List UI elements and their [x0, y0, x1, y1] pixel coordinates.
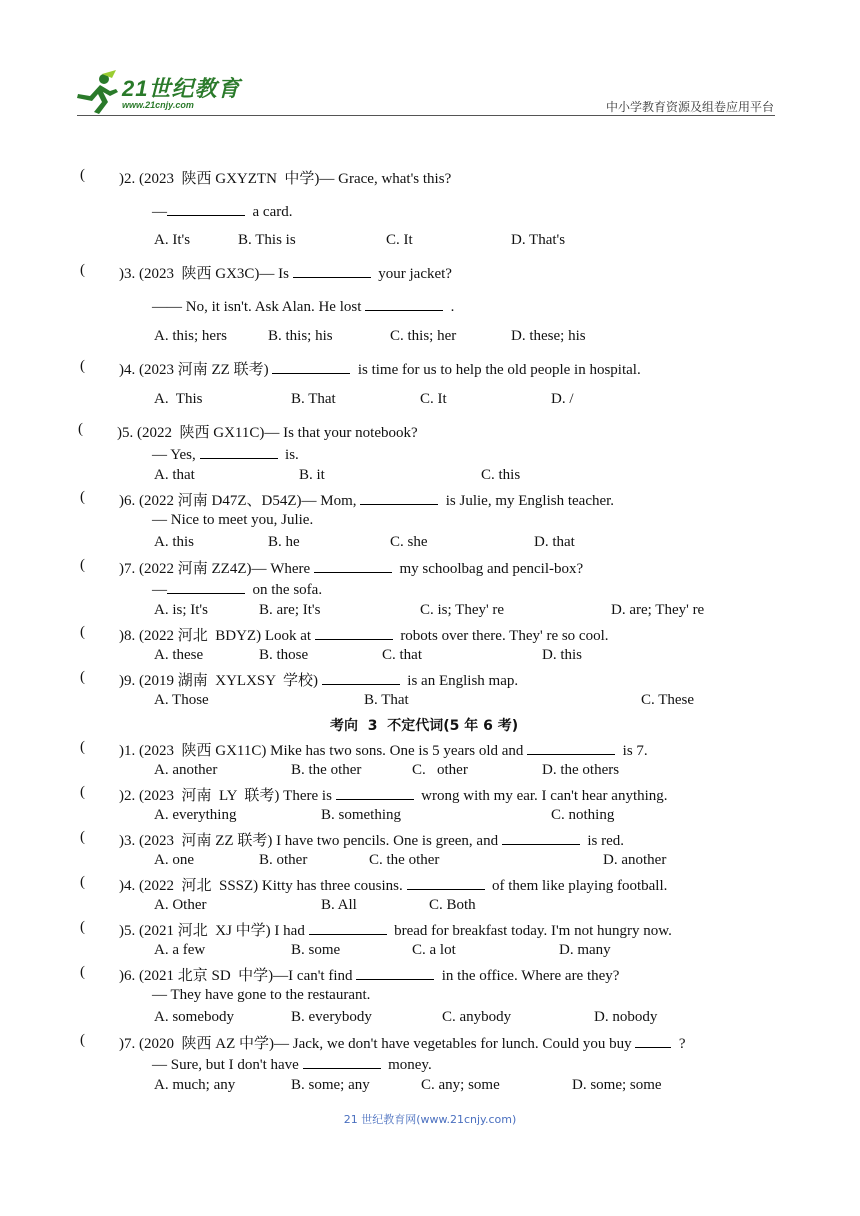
- question-line: — Yes, is.: [152, 444, 299, 464]
- option-a: A. This: [154, 391, 203, 407]
- question-stem: )2. (2023 陕西 GXYZTN 中学)— Grace, what's this?: [119, 171, 452, 187]
- option-a: A. everything: [154, 807, 237, 823]
- option-b: B. he: [268, 534, 300, 550]
- option-b: B. those: [259, 647, 309, 663]
- option-d: D. That's: [511, 232, 566, 248]
- option-b: B. everybody: [291, 1009, 372, 1025]
- answer-blank[interactable]: [407, 875, 485, 890]
- answer-paren-open: (: [80, 874, 85, 890]
- option-c: C. anybody: [442, 1009, 512, 1025]
- answer-blank[interactable]: [360, 490, 438, 505]
- option-d: D. that: [534, 534, 575, 550]
- option-a: A. a few: [154, 942, 206, 958]
- answer-blank[interactable]: [293, 263, 371, 278]
- answer-blank[interactable]: [356, 965, 434, 980]
- question-stem: )4. (2022 河北 SSSZ) Kitty has three cousins. of them like playing football.: [119, 874, 667, 895]
- runner-logo-icon: [72, 70, 122, 116]
- answer-blank[interactable]: [309, 920, 387, 935]
- option-d: D. another: [603, 852, 667, 868]
- question-stem: )9. (2019 湖南 XYLXSY 学校) is an English map.: [119, 669, 518, 690]
- option-c: C. Both: [429, 897, 476, 913]
- option-b: B. the other: [291, 762, 362, 778]
- answer-blank[interactable]: [272, 359, 350, 374]
- question-stem: )3. (2023 陕西 GX3C)— Is your jacket?: [119, 262, 452, 283]
- option-d: D. are; They' re: [611, 602, 705, 618]
- question-line: — on the sofa.: [152, 579, 322, 599]
- option-c: C. any; some: [421, 1077, 500, 1093]
- option-c: C. is; They' re: [420, 602, 505, 618]
- option-b: B. some; any: [291, 1077, 370, 1093]
- answer-blank[interactable]: [303, 1054, 381, 1069]
- answer-paren-open: (: [80, 1032, 85, 1048]
- answer-blank[interactable]: [322, 670, 400, 685]
- option-c: C. a lot: [412, 942, 456, 958]
- option-c: C. These: [641, 692, 695, 708]
- question-stem: )4. (2023 河南 ZZ 联考) is time for us to help the old people in hospital.: [119, 358, 641, 379]
- header-divider: [77, 115, 775, 116]
- answer-paren-open: (: [80, 167, 85, 183]
- option-c: C. she: [390, 534, 428, 550]
- question-line: — Sure, but I don't have money.: [152, 1054, 432, 1074]
- answer-blank[interactable]: [635, 1033, 671, 1048]
- question-stem: )2. (2023 河南 LY 联考) There is wrong with my ear. I can't hear anything.: [119, 784, 668, 805]
- question-stem: )1. (2023 陕西 GX11C) Mike has two sons. One is 5 years old and is 7.: [119, 739, 648, 760]
- question-stem: )3. (2023 河南 ZZ 联考) I have two pencils. One is green, and is red.: [119, 829, 624, 850]
- section-title: 考向 3 不定代词(5 年 6 考): [330, 718, 519, 734]
- answer-paren-open: (: [80, 919, 85, 935]
- answer-paren-open: (: [80, 262, 85, 278]
- answer-blank[interactable]: [200, 444, 278, 459]
- option-c: C. It: [420, 391, 447, 407]
- question-stem: )6. (2021 北京 SD 中学)—I can't find in the office. Where are they?: [119, 964, 619, 985]
- answer-paren-open: (: [80, 784, 85, 800]
- option-b: B. are; It's: [259, 602, 321, 618]
- answer-paren-open: (: [80, 964, 85, 980]
- footer-source: 21 世纪教育网(www.21cnjy.com): [343, 1113, 517, 1126]
- answer-blank[interactable]: [314, 558, 392, 573]
- answer-blank[interactable]: [167, 579, 245, 594]
- option-a: A. this; hers: [154, 328, 227, 344]
- answer-paren-open: (: [80, 739, 85, 755]
- option-d: D. many: [559, 942, 611, 958]
- option-c: C. this: [481, 467, 521, 483]
- answer-paren-open: (: [78, 421, 83, 437]
- option-b: B. other: [259, 852, 308, 868]
- question-stem: )8. (2022 河北 BDYZ) Look at robots over there. They' re so cool.: [119, 624, 609, 645]
- option-d: D. /: [551, 391, 574, 407]
- question-line: —— No, it isn't. Ask Alan. He lost .: [152, 296, 454, 316]
- answer-paren-open: (: [80, 489, 85, 505]
- option-a: A. is; It's: [154, 602, 208, 618]
- option-b: B. some: [291, 942, 341, 958]
- option-a: A. another: [154, 762, 218, 778]
- answer-paren-open: (: [80, 669, 85, 685]
- option-c: C. nothing: [551, 807, 615, 823]
- option-a: A. these: [154, 647, 204, 663]
- answer-paren-open: (: [80, 624, 85, 640]
- question-line: — a card.: [152, 201, 292, 221]
- option-c: C. that: [382, 647, 422, 663]
- header-platform-text: 中小学教育资源及组卷应用平台: [605, 100, 774, 114]
- option-c: C. other: [412, 762, 468, 778]
- answer-blank[interactable]: [527, 740, 615, 755]
- question-stem: )7. (2022 河南 ZZ4Z)— Where my schoolbag and pencil-box?: [119, 557, 583, 578]
- option-c: C. the other: [369, 852, 440, 868]
- option-b: B. this; his: [268, 328, 333, 344]
- option-a: A. Other: [154, 897, 207, 913]
- option-a: A. that: [154, 467, 195, 483]
- option-d: D. nobody: [594, 1009, 658, 1025]
- option-d: D. the others: [542, 762, 620, 778]
- option-b: B. That: [291, 391, 336, 407]
- option-a: A. It's: [154, 232, 191, 248]
- answer-paren-open: (: [80, 358, 85, 374]
- option-d: D. this: [542, 647, 583, 663]
- option-d: D. these; his: [511, 328, 586, 344]
- question-line: — They have gone to the restaurant.: [152, 987, 371, 1003]
- option-a: A. somebody: [154, 1009, 234, 1025]
- answer-paren-open: (: [80, 557, 85, 573]
- option-b: B. something: [321, 807, 402, 823]
- answer-blank[interactable]: [365, 296, 443, 311]
- question-line: — Nice to meet you, Julie.: [152, 512, 314, 528]
- option-a: A. this: [154, 534, 195, 550]
- answer-paren-open: (: [80, 829, 85, 845]
- answer-blank[interactable]: [502, 830, 580, 845]
- question-stem: )5. (2022 陕西 GX11C)— Is that your notebook?: [117, 425, 418, 441]
- answer-blank[interactable]: [336, 785, 414, 800]
- answer-blank[interactable]: [167, 201, 245, 216]
- answer-blank[interactable]: [315, 625, 393, 640]
- option-b: B. This is: [238, 232, 296, 248]
- logo-text: 21世纪教育: [122, 76, 241, 101]
- option-a: A. much; any: [154, 1077, 236, 1093]
- option-b: B. it: [299, 467, 325, 483]
- option-b: B. All: [321, 897, 357, 913]
- question-stem: )7. (2020 陕西 AZ 中学)— Jack, we don't have vegetables for lunch. Could you buy ?: [119, 1032, 686, 1053]
- option-c: C. It: [386, 232, 413, 248]
- option-d: D. some; some: [572, 1077, 662, 1093]
- option-b: B. That: [364, 692, 409, 708]
- question-stem: )5. (2021 河北 XJ 中学) I had bread for breakfast today. I'm not hungry now.: [119, 919, 672, 940]
- question-stem: )6. (2022 河南 D47Z、D54Z)— Mom, is Julie, my English teacher.: [119, 489, 614, 510]
- option-c: C. this; her: [390, 328, 457, 344]
- logo-url: www.21cnjy.com: [122, 100, 194, 110]
- option-a: A. one: [154, 852, 194, 868]
- option-a: A. Those: [154, 692, 209, 708]
- logo: [72, 70, 242, 116]
